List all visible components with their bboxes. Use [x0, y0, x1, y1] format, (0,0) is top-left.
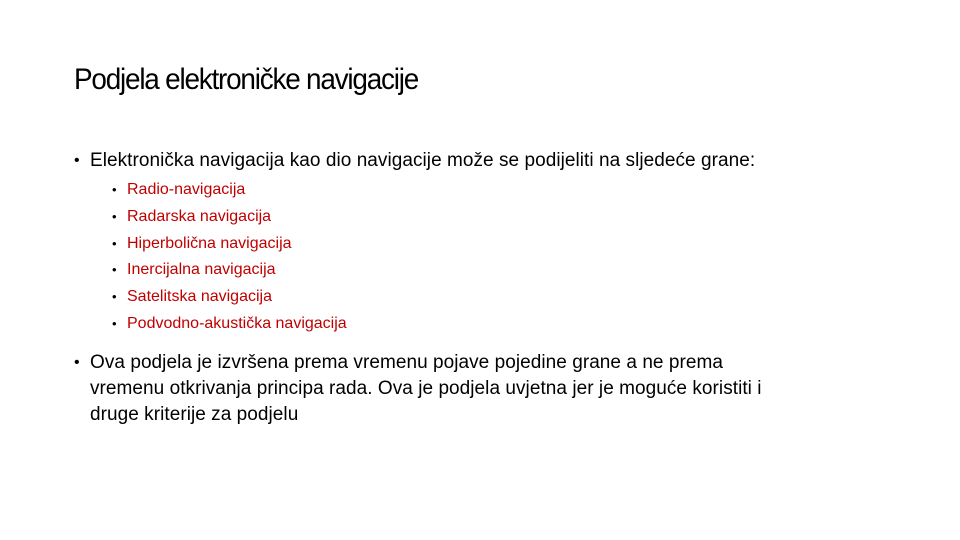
- note-bullet: [74, 350, 894, 428]
- bullet-icon: •: [74, 152, 80, 169]
- list-item: [112, 177, 894, 204]
- bullet-icon: •: [112, 208, 117, 224]
- bullet-icon: •: [112, 262, 117, 278]
- branch-label: Hiperbolična navigacija: [127, 234, 292, 252]
- branch-label: Radarska navigacija: [127, 207, 272, 225]
- branch-label: Inercijalna navigacija: [127, 261, 276, 279]
- slide-title: Podjela elektroničke navigacije: [74, 63, 419, 96]
- intro-bullet: [74, 148, 894, 174]
- note-line: vremenu otkrivanja principa rada. Ova je podjela uvjetna jer je moguće koristiti i: [90, 377, 762, 399]
- list-item: [112, 284, 894, 311]
- bullet-icon: •: [112, 235, 117, 251]
- branch-label: Radio-navigacija: [127, 181, 246, 198]
- bullet-icon: •: [74, 353, 80, 371]
- note-line: druge kriterije za podjelu: [90, 403, 299, 425]
- bullet-icon: •: [112, 289, 117, 305]
- branch-label: Podvodno-akustička navigacija: [127, 314, 347, 332]
- list-item: [112, 231, 894, 258]
- note-line: Ova podjela je izvršena prema vremenu pojave pojedine grane a ne prema: [90, 351, 723, 373]
- branch-list: [112, 177, 894, 338]
- slide-body: [74, 148, 894, 428]
- list-item: [112, 204, 894, 231]
- list-item: [112, 257, 894, 284]
- list-item: [112, 311, 894, 338]
- intro-text: Elektronička navigacija kao dio navigacije može se podijeliti na sljedeće grane:: [90, 150, 756, 171]
- bullet-icon: •: [112, 315, 117, 331]
- bullet-icon: •: [112, 182, 117, 197]
- branch-label: Satelitska navigacija: [127, 288, 272, 306]
